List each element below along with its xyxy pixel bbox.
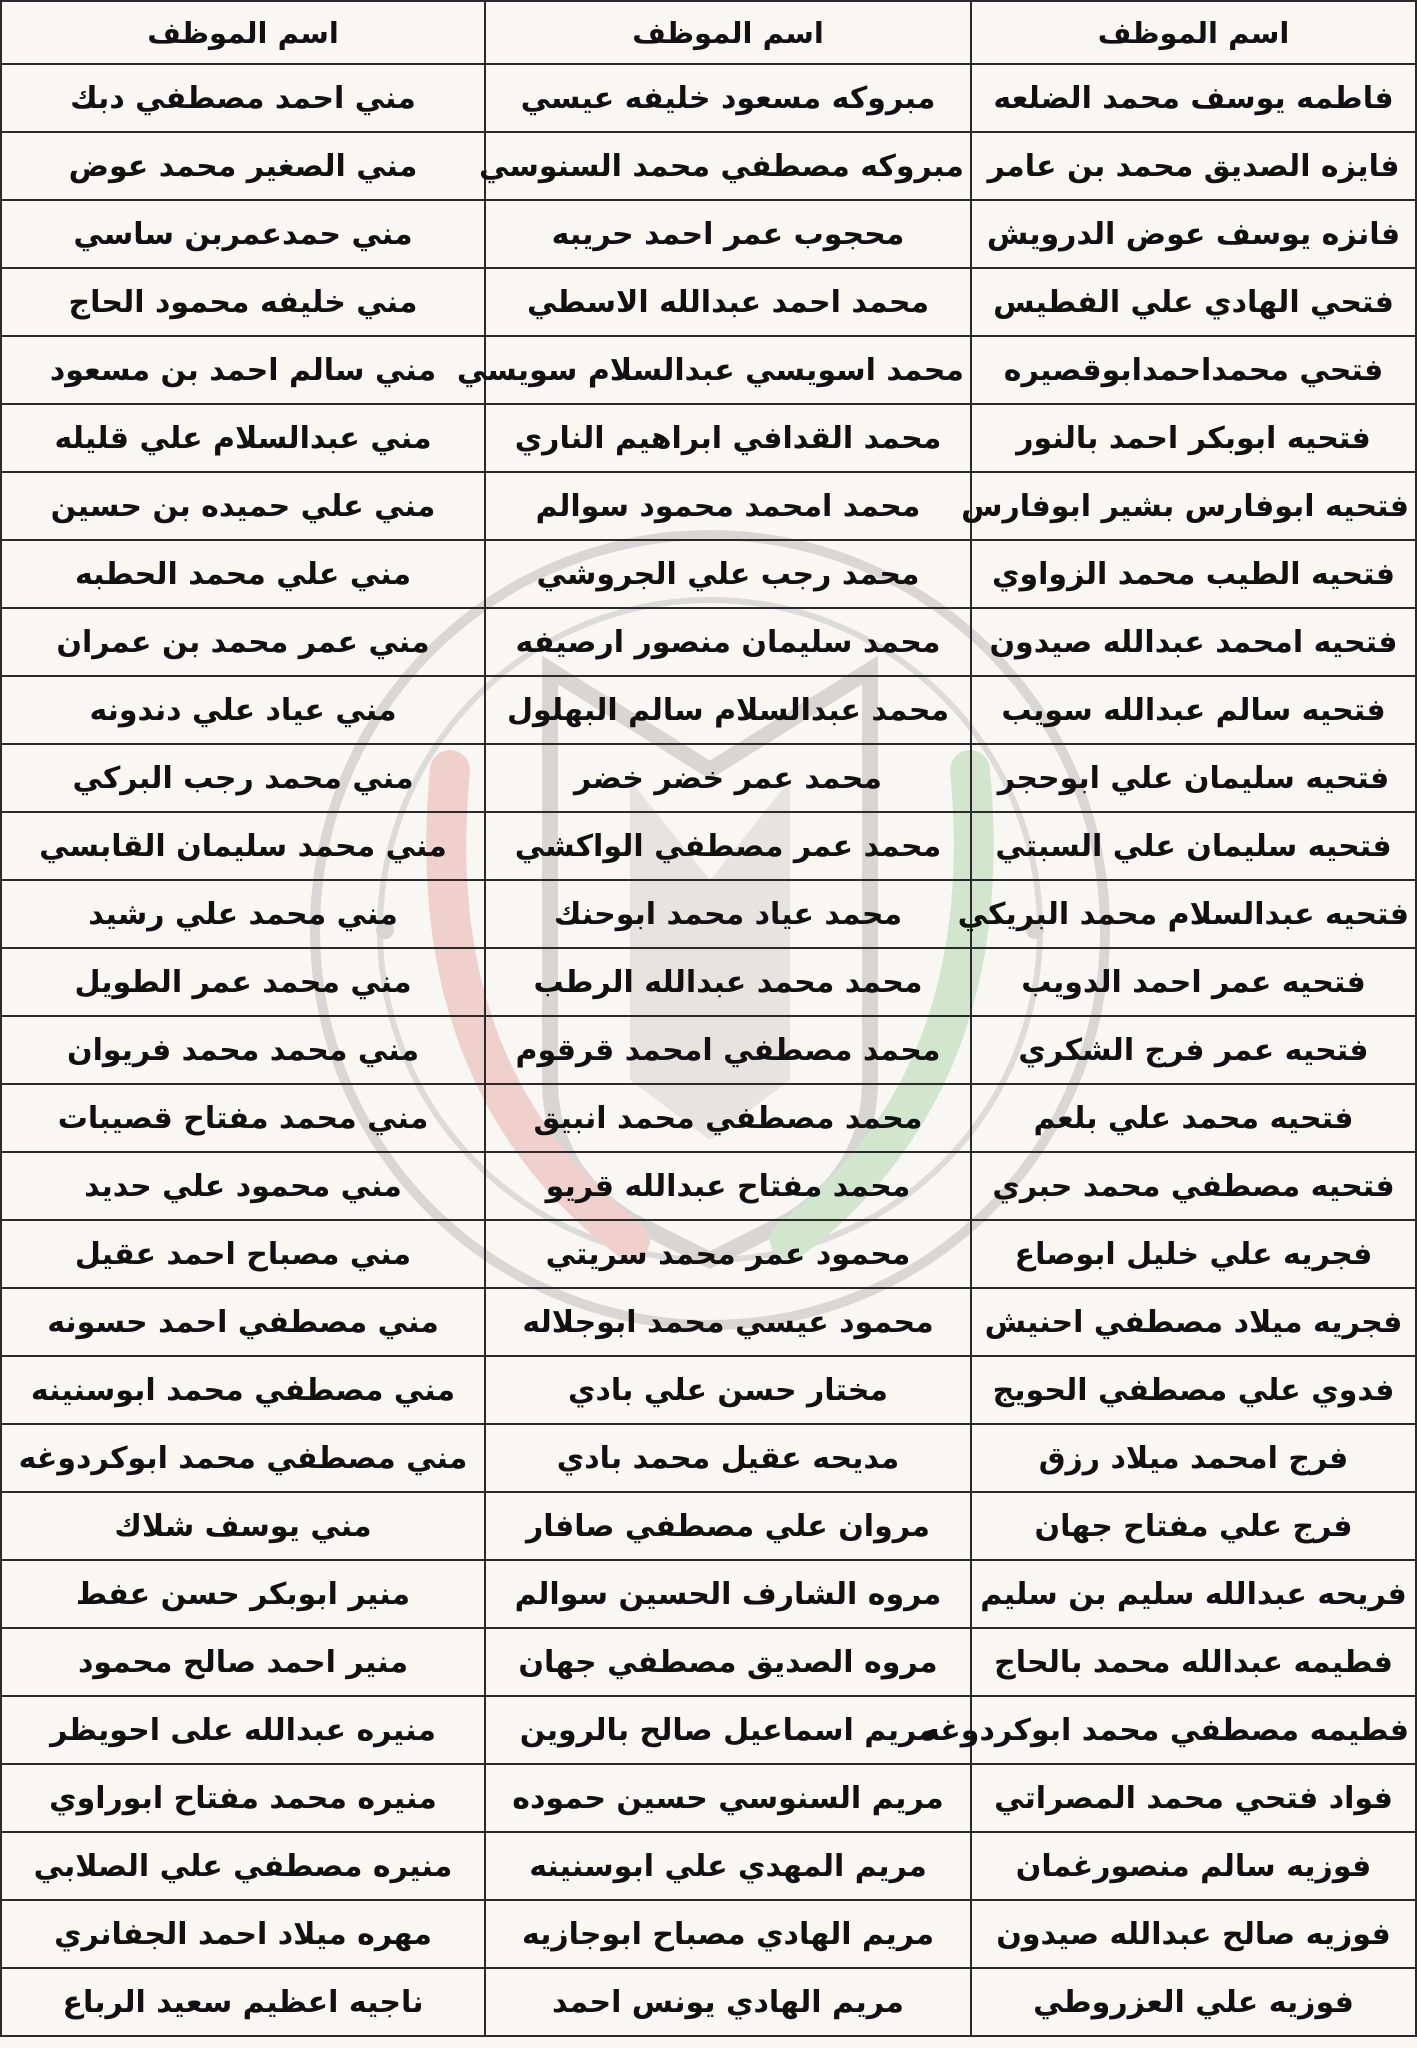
table-row xyxy=(1,1356,1416,1424)
employee-name-cell: منيره مصطفي علي الصلابي xyxy=(1,1832,485,1900)
employee-name-cell: فريحه عبدالله سليم بن سليم xyxy=(971,1560,1416,1628)
employee-name-cell: محمد عمر خضر خضر xyxy=(485,744,971,812)
table-row xyxy=(1,404,1416,472)
employee-name-cell: محمد عمر مصطفي الواكشي xyxy=(485,812,971,880)
employee-name-cell: مني عمر محمد بن عمران xyxy=(1,608,485,676)
table-row xyxy=(1,1628,1416,1696)
table-row xyxy=(1,1832,1416,1900)
employee-name-cell: فتحيه عمر احمد الدويب xyxy=(971,948,1416,1016)
column-header: اسم الموظف xyxy=(485,1,971,64)
employee-name-cell: فاطمه يوسف محمد الضلعه xyxy=(971,64,1416,132)
table-row xyxy=(1,676,1416,744)
employee-name-cell: فتحي محمداحمدابوقصيره xyxy=(971,336,1416,404)
table-row xyxy=(1,1696,1416,1764)
employee-name-cell: مبروكه مصطفي محمد السنوسي xyxy=(485,132,971,200)
employee-name-cell: مني عبدالسلام علي قليله xyxy=(1,404,485,472)
employee-name-cell: فتحيه امحمد عبدالله صيدون xyxy=(971,608,1416,676)
employee-name-cell: مريم الهادي يونس احمد xyxy=(485,1968,971,2036)
employee-name-cell: فتحيه الطيب محمد الزواوي xyxy=(971,540,1416,608)
employee-name-cell: فتحيه سليمان علي ابوحجر xyxy=(971,744,1416,812)
table-row xyxy=(1,812,1416,880)
employee-name-cell: منيره محمد مفتاح ابوراوي xyxy=(1,1764,485,1832)
employee-name-cell: مروه الصديق مصطفي جهان xyxy=(485,1628,971,1696)
employee-name-cell: محمد عياد محمد ابوحنك xyxy=(485,880,971,948)
employee-name-cell: مني يوسف شلاك xyxy=(1,1492,485,1560)
employee-name-cell: فواد فتحي محمد المصراتي xyxy=(971,1764,1416,1832)
table-row xyxy=(1,1424,1416,1492)
employee-name-cell: محمد مفتاح عبدالله قريو xyxy=(485,1152,971,1220)
employee-name-cell: محمد احمد عبدالله الاسطي xyxy=(485,268,971,336)
employee-name-cell: مني احمد مصطفي دبك xyxy=(1,64,485,132)
employee-name-cell: مريم المهدي علي ابوسنينه xyxy=(485,1832,971,1900)
employee-name-cell: مني محمود علي حديد xyxy=(1,1152,485,1220)
employee-name-cell: مني عياد علي دندونه xyxy=(1,676,485,744)
employee-name-cell: فجريه ميلاد مصطفي احنيش xyxy=(971,1288,1416,1356)
employee-name-cell: محمد مصطفي امحمد قرقوم xyxy=(485,1016,971,1084)
column-header: اسم الموظف xyxy=(1,1,485,64)
employee-name-cell: مني مصطفي محمد ابوسنينه xyxy=(1,1356,485,1424)
employee-name-cell: منير احمد صالح محمود xyxy=(1,1628,485,1696)
employee-name-cell: فتحيه محمد علي بلعم xyxy=(971,1084,1416,1152)
table-row xyxy=(1,948,1416,1016)
employee-name-cell: مني علي محمد الحطبه xyxy=(1,540,485,608)
employee-name-cell: فتحيه عبدالسلام محمد البريكي xyxy=(971,880,1416,948)
employee-name-cell: فرج علي مفتاح جهان xyxy=(971,1492,1416,1560)
table-row xyxy=(1,1152,1416,1220)
table-row xyxy=(1,132,1416,200)
employee-name-cell: مني محمد مفتاح قصيبات xyxy=(1,1084,485,1152)
employee-name-cell: فانزه يوسف عوض الدرويش xyxy=(971,200,1416,268)
table-row xyxy=(1,1084,1416,1152)
employee-name-cell: مني مصطفي محمد ابوكردوغه xyxy=(1,1424,485,1492)
employee-name-cell: محمد القدافي ابراهيم الناري xyxy=(485,404,971,472)
employee-name-cell: محمد سليمان منصور ارصيفه xyxy=(485,608,971,676)
employee-name-cell: منيره عبدالله على احويظر xyxy=(1,1696,485,1764)
employee-name-cell: مني مصطفي احمد حسونه xyxy=(1,1288,485,1356)
table-row xyxy=(1,1900,1416,1968)
employee-name-cell: مني خليفه محمود الحاج xyxy=(1,268,485,336)
employee-name-cell: محمد رجب علي الجروشي xyxy=(485,540,971,608)
employee-name-cell: محمد مصطفي محمد انبيق xyxy=(485,1084,971,1152)
employee-name-cell: مني محمد سليمان القابسي xyxy=(1,812,485,880)
employee-name-cell: مني حمدعمربن ساسي xyxy=(1,200,485,268)
employee-name-cell: مني علي حميده بن حسين xyxy=(1,472,485,540)
table-row xyxy=(1,744,1416,812)
employee-name-cell: محمود عيسي محمد ابوجلاله xyxy=(485,1288,971,1356)
employee-name-cell: فتحيه ابوفارس بشير ابوفارس xyxy=(971,472,1416,540)
table-header-row xyxy=(1,1,1416,64)
employee-name-cell: فايزه الصديق محمد بن عامر xyxy=(971,132,1416,200)
employee-name-cell: محمد محمد عبدالله الرطب xyxy=(485,948,971,1016)
employee-name-cell: فجريه علي خليل ابوصاع xyxy=(971,1220,1416,1288)
employee-name-cell: مني سالم احمد بن مسعود xyxy=(1,336,485,404)
employee-name-cell: مني محمد علي رشيد xyxy=(1,880,485,948)
employee-name-cell: مني محمد رجب البركي xyxy=(1,744,485,812)
table-row xyxy=(1,268,1416,336)
table-row xyxy=(1,1764,1416,1832)
employee-name-cell: مريم اسماعيل صالح بالروين xyxy=(485,1696,971,1764)
table-row xyxy=(1,1016,1416,1084)
employee-name-cell: فدوي علي مصطفي الحويج xyxy=(971,1356,1416,1424)
employee-name-cell: مروه الشارف الحسين سوالم xyxy=(485,1560,971,1628)
employee-name-cell: فتحيه ابوبكر احمد بالنور xyxy=(971,404,1416,472)
employee-name-cell: فطيمه مصطفي محمد ابوكردوغه xyxy=(971,1696,1416,1764)
table-row xyxy=(1,880,1416,948)
employee-name-cell: مديحه عقيل محمد بادي xyxy=(485,1424,971,1492)
column-header: اسم الموظف xyxy=(971,1,1416,64)
employee-name-cell: مني مصباح احمد عقيل xyxy=(1,1220,485,1288)
table-row xyxy=(1,1220,1416,1288)
table-row xyxy=(1,200,1416,268)
employee-name-cell: فطيمه عبدالله محمد بالحاج xyxy=(971,1628,1416,1696)
employee-name-cell: مني محمد محمد فريوان xyxy=(1,1016,485,1084)
employee-name-cell: فوزيه سالم منصورغمان xyxy=(971,1832,1416,1900)
employee-name-cell: مبروكه مسعود خليفه عيسي xyxy=(485,64,971,132)
employee-name-cell: فتحيه سليمان علي السبتي xyxy=(971,812,1416,880)
employee-name-cell: ناجيه اعظيم سعيد الرباع xyxy=(1,1968,485,2036)
employee-name-cell: منير ابوبكر حسن عفط xyxy=(1,1560,485,1628)
employee-name-cell: فتحيه عمر فرج الشكري xyxy=(971,1016,1416,1084)
table-row xyxy=(1,336,1416,404)
employee-name-cell: فوزيه صالح عبدالله صيدون xyxy=(971,1900,1416,1968)
employee-name-cell: محمد عبدالسلام سالم البهلول xyxy=(485,676,971,744)
employee-name-cell: فتحيه سالم عبدالله سويب xyxy=(971,676,1416,744)
employee-name-cell: مريم الهادي مصباح ابوجازيه xyxy=(485,1900,971,1968)
employee-name-cell: محمد اسويسي عبدالسلام سويسي xyxy=(485,336,971,404)
employee-name-cell: مروان علي مصطفي صافار xyxy=(485,1492,971,1560)
employee-name-cell: مختار حسن علي بادي xyxy=(485,1356,971,1424)
employee-name-cell: محمود عمر محمد سريتي xyxy=(485,1220,971,1288)
table-row xyxy=(1,540,1416,608)
table-row xyxy=(1,1492,1416,1560)
table-row xyxy=(1,1968,1416,2036)
employee-name-cell: محجوب عمر احمد حريبه xyxy=(485,200,971,268)
employee-name-cell: فوزيه علي العزروطي xyxy=(971,1968,1416,2036)
employee-name-cell: مريم السنوسي حسين حموده xyxy=(485,1764,971,1832)
table-row xyxy=(1,1560,1416,1628)
employee-name-cell: مني محمد عمر الطويل xyxy=(1,948,485,1016)
table-row xyxy=(1,472,1416,540)
employee-name-cell: مني الصغير محمد عوض xyxy=(1,132,485,200)
employee-name-cell: فتحي الهادي علي الفطيس xyxy=(971,268,1416,336)
table-row xyxy=(1,1288,1416,1356)
employee-name-cell: محمد امحمد محمود سوالم xyxy=(485,472,971,540)
employee-name-cell: فتحيه مصطفي محمد حبري xyxy=(971,1152,1416,1220)
table-row xyxy=(1,608,1416,676)
employee-name-cell: مهره ميلاد احمد الجفانري xyxy=(1,1900,485,1968)
table-row xyxy=(1,64,1416,132)
employee-name-cell: فرج امحمد ميلاد رزق xyxy=(971,1424,1416,1492)
